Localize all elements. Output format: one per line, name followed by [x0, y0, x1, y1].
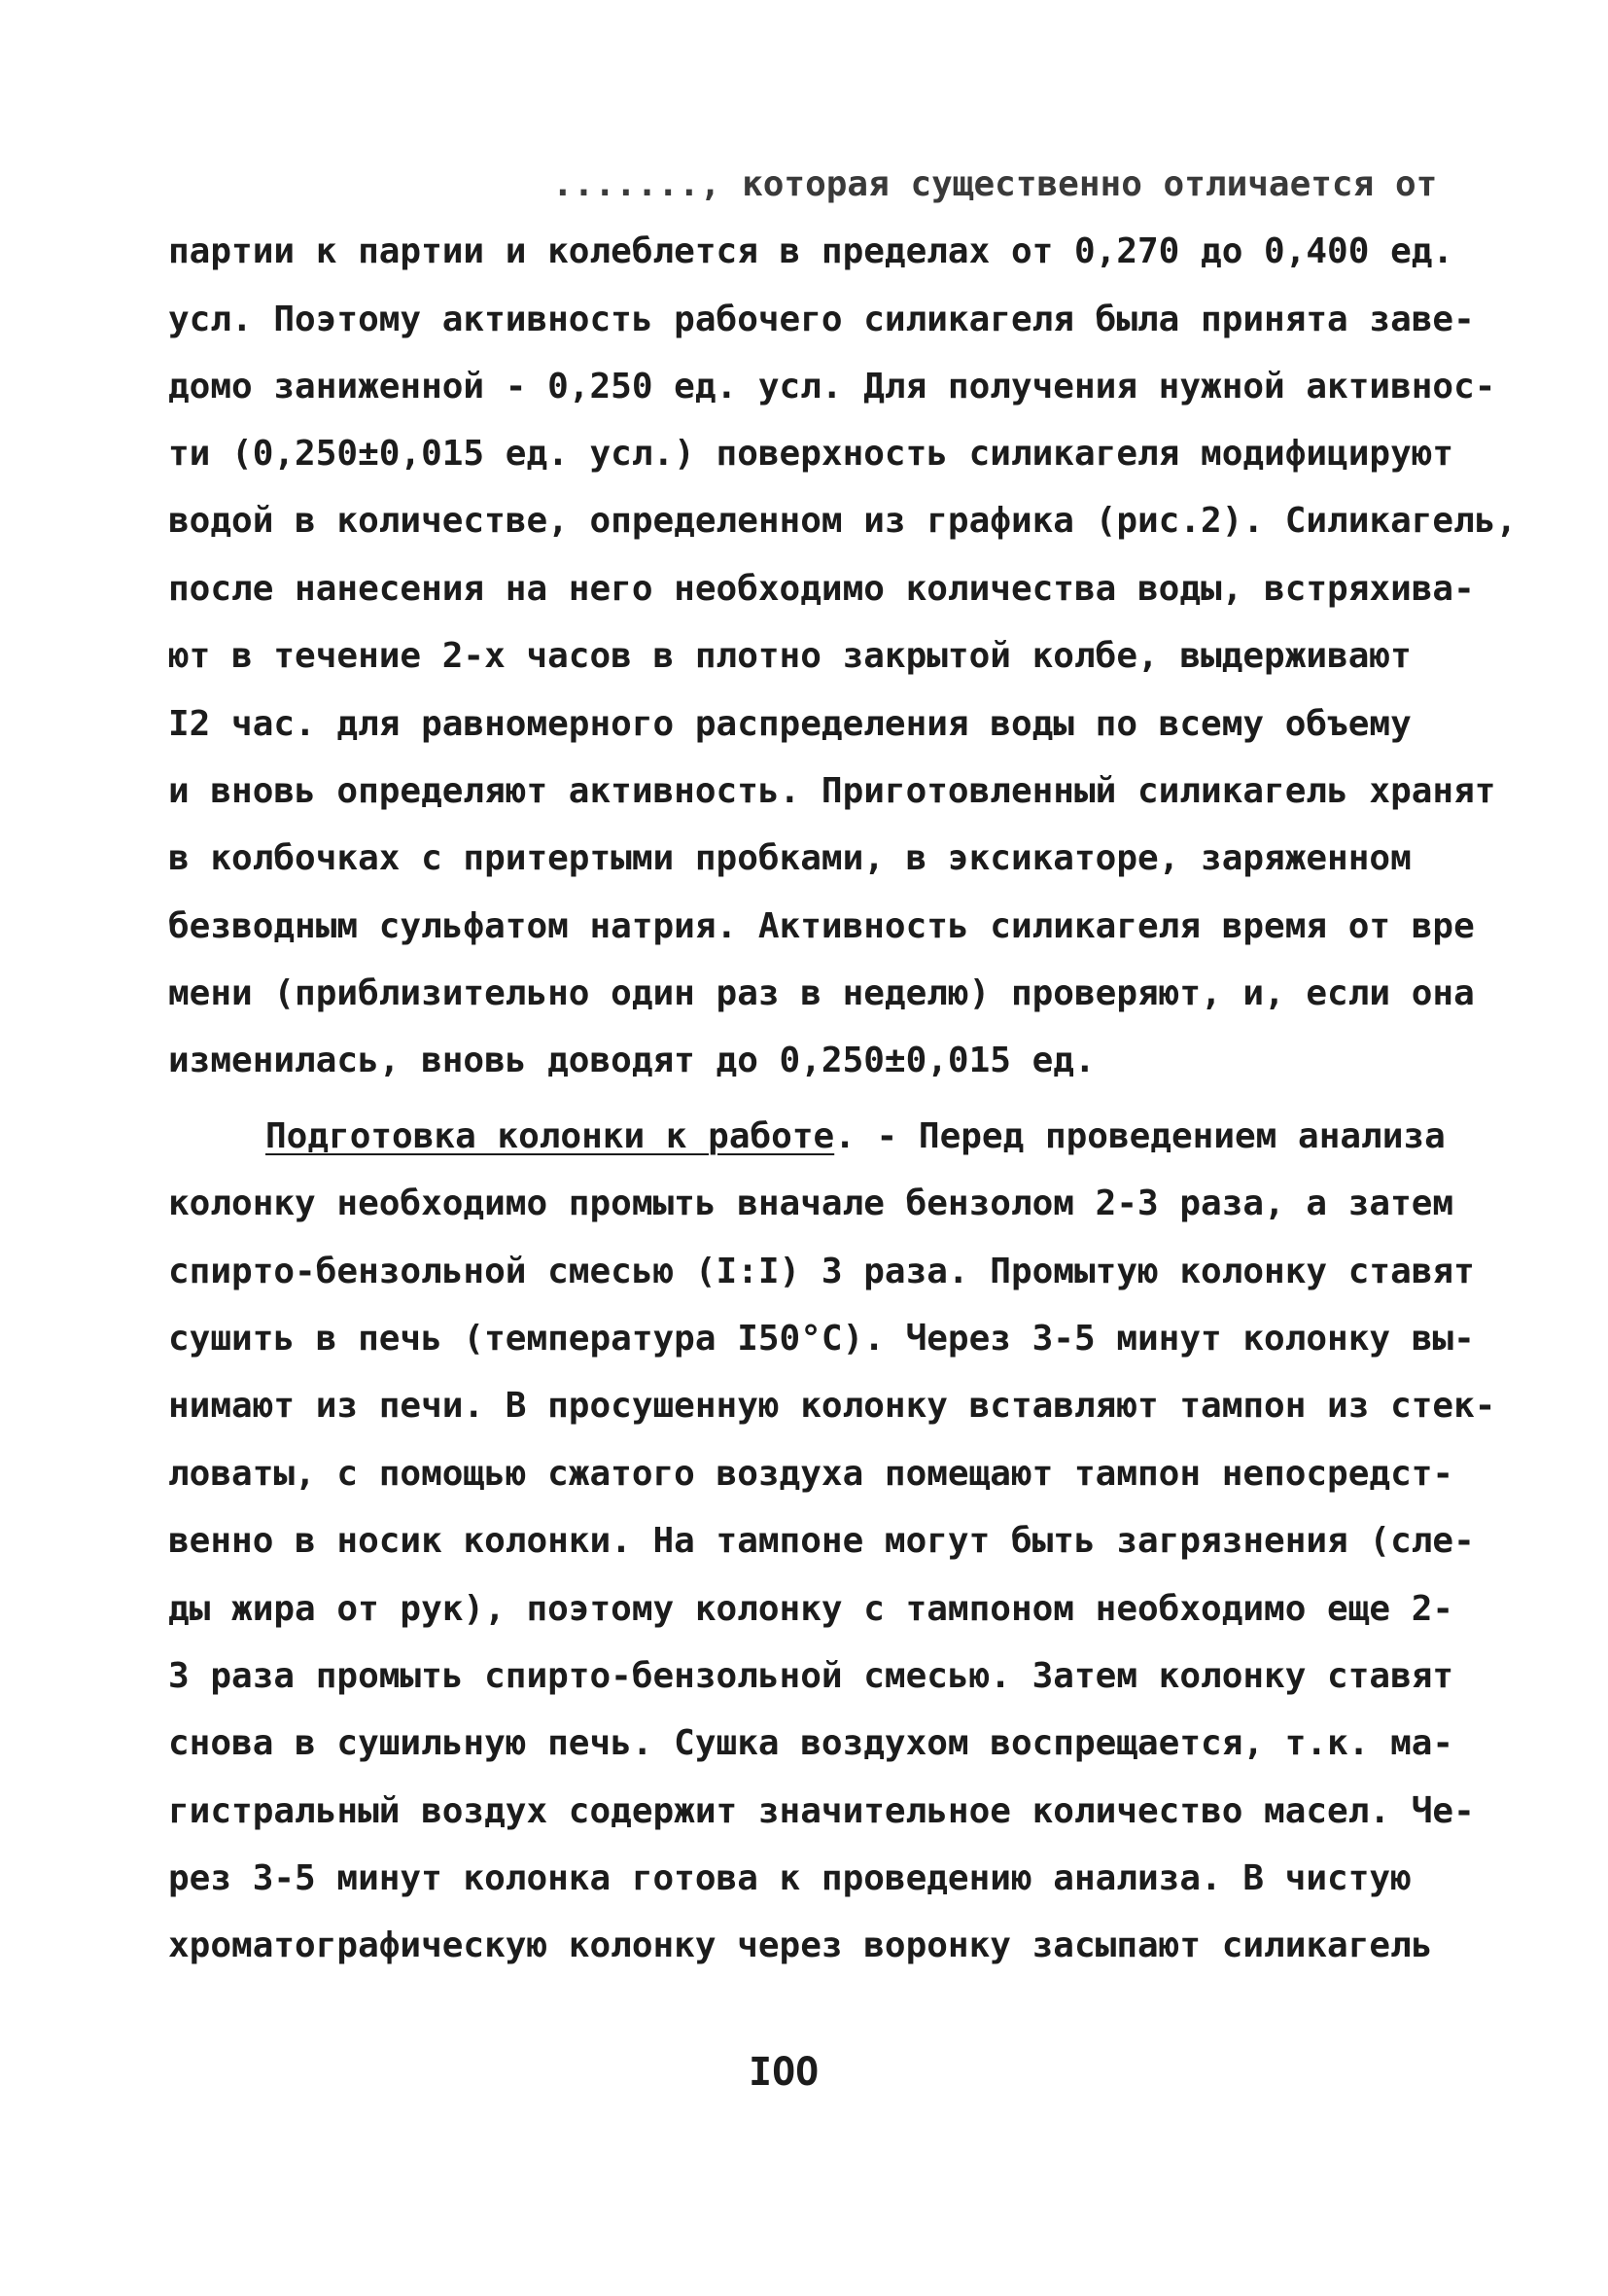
text-line: безводным сульфатом натрия. Активность силикагеля время от вре [168, 906, 1475, 946]
text-line: ловаты, с помощью сжатого воздуха помещают тампон непосредст- [168, 1454, 1454, 1494]
text-line: сушить в печь (температура I50°C). Через 3-5 минут колонку вы- [168, 1319, 1475, 1359]
text-line: водой в количестве, определенном из графика (рис.2). Силикагель, [168, 501, 1518, 541]
text-line: в колбочках с притертыми пробками, в эксикаторе, заряженном [168, 838, 1412, 878]
heading-tail-text: . - Перед проведением анализа [834, 1116, 1446, 1156]
text-line: мени (приблизительно один раз в неделю) проверяют, и, если она [168, 973, 1475, 1013]
text-line: ют в течение 2-х часов в плотно закрытой колбе, выдерживают [168, 636, 1412, 676]
text-line: спирто-бензольной смесью (I:I) 3 раза. Промытую колонку ставят [168, 1252, 1475, 1291]
text-line: хроматографическую колонку через воронку засыпают силикагель [168, 1925, 1433, 1965]
text-line: ды жира от рук), поэтому колонку с тампоном необходимо еще 2- [168, 1589, 1454, 1629]
text-line: I2 час. для равномерного распределения воды по всему объему [168, 704, 1412, 744]
text-line: 3 раза промыть спирто-бензольной смесью. Затем колонку ставят [168, 1656, 1454, 1696]
section-heading-line [265, 1117, 1446, 1156]
text-line: усл. Поэтому активность рабочего силикагеля была принята заве- [168, 300, 1475, 339]
text-line: ти (0,250±0,015 ед. усл.) поверхность силикагеля модифицируют [168, 434, 1454, 474]
text-line: домо заниженной - 0,250 ед. усл. Для получения нужной активнос- [168, 367, 1496, 406]
page-number: IOO [749, 2050, 820, 2095]
text-line: изменилась, вновь доводят до 0,250±0,015 ед. [168, 1041, 1096, 1080]
text-line: снова в сушильную печь. Сушка воздухом воспрещается, т.к. ма- [168, 1723, 1454, 1763]
text-line: рез 3-5 минут колонка готова к проведению анализа. В чистую [168, 1858, 1412, 1898]
text-line: нимают из печи. В просушенную колонку вставляют тампон из стек- [168, 1386, 1496, 1426]
text-line: после нанесения на него необходимо количества воды, встряхива- [168, 569, 1475, 609]
text-line: венно в носик колонки. На тампоне могут быть загрязнения (сле- [168, 1521, 1475, 1561]
text-line: партии к партии и колеблется в пределах от 0,270 до 0,400 ед. [168, 231, 1454, 271]
text-line: и вновь определяют активность. Приготовленный силикагель хранят [168, 771, 1496, 811]
text-line: гистральный воздух содержит значительное количество масел. Че- [168, 1791, 1475, 1831]
text-line: ......., которая существенно отличается от [552, 164, 1438, 204]
section-heading: Подготовка колонки к работе [265, 1116, 835, 1156]
text-line: колонку необходимо промыть вначале бензолом 2-3 раза, а затем [168, 1183, 1454, 1223]
